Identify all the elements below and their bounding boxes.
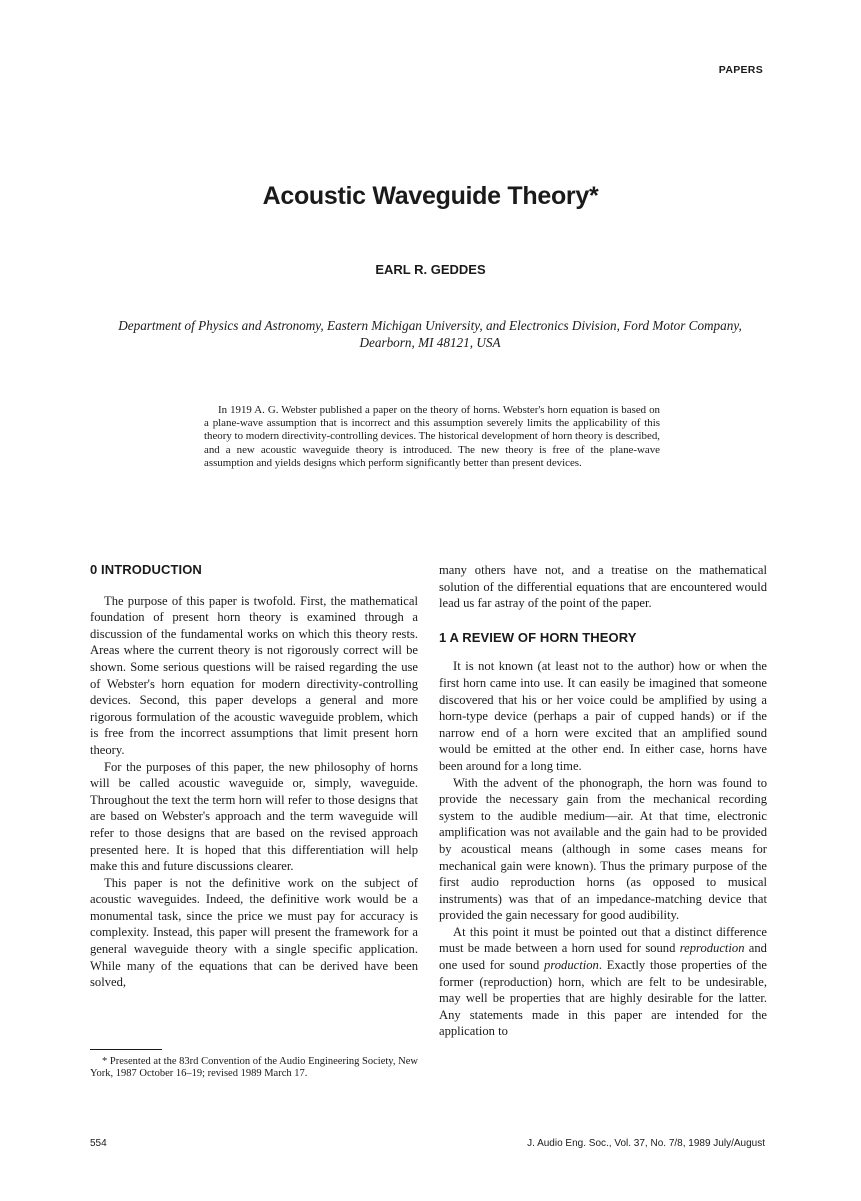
emphasis-reproduction: reproduction bbox=[679, 941, 745, 956]
author-name: EARL R. GEDDES bbox=[375, 262, 486, 277]
page-number: 554 bbox=[90, 1138, 107, 1149]
intro-paragraph-3: This paper is not the definitive work on the subject of acoustic waveguides. Indeed, the definitive work would be a monumental task, since the price we must pay for accuracy is complexity. Instead, this paper will present the framework for a general waveguide theory with a single specific application. While many of the equations that can be derived have been solved, bbox=[90, 875, 418, 990]
footnote-divider bbox=[90, 1049, 162, 1050]
left-column bbox=[90, 562, 418, 991]
review-paragraph-2: With the advent of the phonograph, the horn was found to provide the necessary gain from the mechanical recording system to the audible medium—air. At that time, electronic amplification was not available and the gain had to be provided by acoustical means (although in some cases means for mechanical gain were known). Thus the primary purpose of the first audio reproduction horns (as opposed to musical instruments) was that of an impedance-matching device that provided the gain necessary for good audibility. bbox=[439, 775, 767, 923]
journal-citation: J. Audio Eng. Soc., Vol. 37, No. 7/8, 1989 July/August bbox=[527, 1138, 765, 1149]
intro-paragraph-1: The purpose of this paper is twofold. First, the mathematical foundation of present horn theory is examined through a discussion of the fundamental works on which this theory rests. Areas where the current theory is not rigorously correct will be shown. Some serious questions will be raised regarding the use of Webster's horn equation for modern directivity-controlling devices. Second, this paper develops a general and more rigorous formulation of the acoustic waveguide problem, which is free from the incorrect assumptions that limit present horn theory. bbox=[90, 593, 418, 757]
review-paragraph-3-part-a: At this point it must be pointed out that a distinct difference must be made between a horn used for sound bbox=[439, 924, 767, 956]
intro-paragraph-3-continued: many others have not, and a treatise on the mathematical solution of the differential equations that are encountered would lead us far astray of the point of the paper. bbox=[439, 563, 767, 611]
review-paragraph-1: It is not known (at least not to the author) how or when the first horn came into use. It can easily be imagined that someone discovered that his or her voice could be amplified by using a horn-type device (perhaps a pair of cupped hands) or if the narrow end of a horn were excited that an amplified sound would be emitted at the other end. In either case, horns have been around for a long time. bbox=[439, 659, 767, 773]
footnote: * Presented at the 83rd Convention of the Audio Engineering Society, New York, 1987 October 16–19; revised 1989 March 17. bbox=[90, 1056, 418, 1080]
review-paragraph-3-part-b: and one used for sound bbox=[439, 941, 767, 973]
intro-paragraph-2: For the purposes of this paper, the new philosophy of horns will be called acoustic waveguide or, simply, waveguide. Throughout the text the term horn will refer to those designs that are based on Webster's approach and the term waveguide will refer to those designs that are based on the revised approach presented here. It is hoped that this differentiation will help make this and future discussions clearer. bbox=[90, 759, 418, 874]
section-heading-horn-theory-review: 1 A REVIEW OF HORN THEORY bbox=[439, 629, 637, 645]
section-heading-introduction: 0 INTRODUCTION bbox=[90, 562, 202, 577]
abstract: In 1919 A. G. Webster published a paper on the theory of horns. Webster's horn equation is based on a plane-wave assumption that is incorrect and this assumption severely limits the applicability of this theory to modern directivity-controlling devices. The historical development of horn theory is described, and a new acoustic waveguide theory is introduced. The new theory is free of the plane-wave assumption and yields designs which perform significantly better than present devices. bbox=[204, 404, 660, 469]
running-head: PAPERS bbox=[718, 64, 763, 76]
review-paragraph-3 bbox=[439, 924, 767, 1040]
review-paragraph-3-part-c: . Exactly those properties of the former (reproduction) horn, which are felt to be undesirable, may well be properties that are highly desirable for the latter. Any statements made in this paper are intended for the application to bbox=[439, 958, 768, 1039]
paper-title: Acoustic Waveguide Theory* bbox=[262, 182, 599, 210]
emphasis-production: production bbox=[544, 958, 599, 973]
right-column bbox=[439, 562, 767, 1040]
author-affiliation: Department of Physics and Astronomy, Eastern Michigan University, and Electronics Division, Ford Motor Company, Dearborn, MI 48121, USA bbox=[118, 318, 742, 350]
